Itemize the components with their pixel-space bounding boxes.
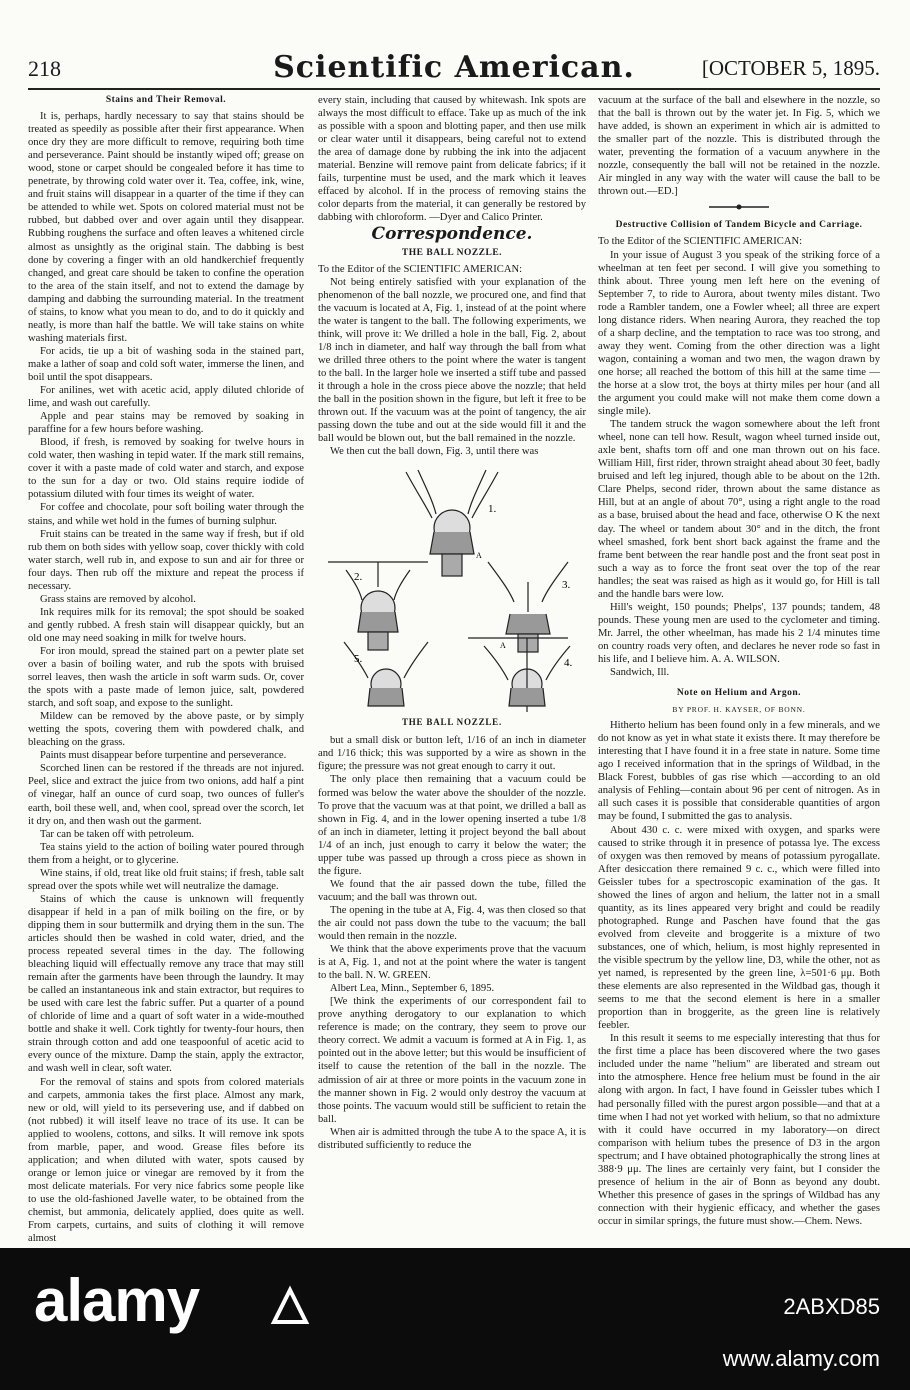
fig-label-3: 3. bbox=[562, 579, 571, 592]
section-title-correspondence: Correspondence. bbox=[371, 224, 533, 245]
column-1 bbox=[28, 94, 304, 1245]
paragraph: Fruit stains can be treated in the same way if fresh, but if old rub them on both sides with yellow soap, cover thickly with cold water starch, well rub in, and expose to sun and air for three or four days. Then rub off the mixture and repeat the process if necessary. bbox=[28, 528, 304, 592]
article-heading-stains: Stains and Their Removal. bbox=[105, 95, 227, 105]
stains-continuation: every stain, including that caused by whitewash. Ink spots are always the most difficult to efface. Take up as much of the ink as possible with a spoon and blotting paper, and then use milk or clear water until it disappears, being careful not to extend the area of damage done by rubbing the ink into the adjacent material. Benzine will remove paint from delicate fabrics; if it fails, turpentine must be used, and the mark which it leaves effaced by alcohol. If in the process of removing stains the color departs from the material, it can generally be restored by dabbing with chloroform. —Dyer and Calico Printer. bbox=[318, 95, 586, 224]
issue-date: [OCTOBER 5, 1895. bbox=[701, 56, 880, 80]
paragraph: Scorched linen can be restored if the threads are not injured. Peel, slice and extract the juice from two onions, add half a pint of vinegar, half an ounce of curd soap, two ounces of fuller's earth, boil these well, and, when cool, spread over the scorch, let it dry on, and then wash out the garment. bbox=[28, 763, 304, 827]
paragraph: but a small disk or button left, 1/16 of an inch in diameter and 1/16 thick; this was supported by a wire as shown in the figure; the pressure was not great enough to carry it out. bbox=[318, 735, 586, 773]
alamy-logo-icon bbox=[270, 1286, 310, 1326]
paragraph: For acids, tie up a bit of washing soda in the stained part, make a lather of soap and cold soft water, immerse the linen, and boil until the spot disappears. bbox=[28, 345, 304, 383]
column-3 bbox=[598, 94, 880, 1227]
watermark-brand: alamy bbox=[34, 1267, 200, 1334]
figure-2-nozzle bbox=[328, 562, 428, 650]
paragraph: Apple and pear stains may be removed by soaking in paraffine for a few hours before washing. bbox=[28, 411, 304, 436]
fig-label-a2: A bbox=[500, 641, 506, 651]
editor-note-continuation: vacuum at the surface of the ball and elsewhere in the nozzle, so that the ball is thrown out by the water jet. In Fig. 5, which we have added, is shown an experiment in which air is admitted to the smaller part of the nozzle. This is distributed through the water, preventing the formation of a vacuum anywhere in the nozzle, consequently the ball will not be retained in the nozzle. Air mingled in any way with the water will cause the ball to be thrown out.—ED.] bbox=[598, 95, 880, 198]
paragraph: Mildew can be removed by the above paste, or by simply wetting the spots, covering them with powdered chalk, and bleaching on the grass. bbox=[28, 711, 304, 749]
fig-label-a1: A bbox=[476, 551, 482, 561]
ball-nozzle-illustration bbox=[318, 462, 586, 714]
helium-article-body bbox=[598, 719, 880, 1228]
paragraph: Paints must disappear before turpentine and perseverance. bbox=[40, 750, 287, 762]
paragraph: The tandem struck the wagon somewhere about the left front wheel, none can tell how. Result, wagon wheel turned inside out, axle bent, shafts torn off and one man thrown out on his face. William Hill, first rider, thrown straight ahead about 30 feet, badly bruised and left leg injured, though able to be about on the 12th. Clare Phelps, second rider, thrown about the same distance as Hill, but at an angle of about 70°, using a right angle to the road as a base, bruised about the head and face, otherwise O K the next day. The wheel or tandem about 30° and in the ditch, the front wheel smashed, fork bent short back against the frame and the frame bent between the rear handle post and the front seat post in such a way as to force the front seat over the top of the rear handles; the seat was raised as high as it would go, for Hill is tall and the handle bars were low. bbox=[598, 419, 880, 600]
paragraph: For the removal of stains and spots from colored materials and carpets, ammonia takes the first place. Almost any mark, new or old, will yield to its persevering use, and if dabbed on (not rubbed) it will itself leave no trace of its use. It can be applied to woolens, cottons, and silks. It will remove ink spots from marble, paper, and wood. Grease files before its application; and when diluted with water, spots caused by orange or lemon juice or vinegar are removed by it from the most delicate materials. For very nice fabrics some people like to use the old-fashioned Javelle water, to be obtained from the chemist, but ammonia, delicately applied, does quite as well. From carpets, curtains, and suits of clothing it will remove almost bbox=[28, 1076, 304, 1245]
ball-nozzle-body-2 bbox=[318, 734, 586, 1152]
salutation: To the Editor of the SCIENTIFIC AMERICAN: bbox=[318, 263, 523, 275]
paragraph: We think that the above experiments prove that the vacuum is at A, Fig. 1, and not at the point where the water is tangent to the ball. N. W. GREEN. bbox=[318, 944, 586, 982]
paragraph: Hill's weight, 150 pounds; Phelps', 137 pounds; tandem, 48 pounds. These young men are used to the cyclometer and timing. Mr. Jarrel, the other wheelman, has made his 2 1/4 minutes time on country roads very often, and declares he never rode so fast in his life, and I believe him. A. A. WILSON. bbox=[598, 601, 880, 665]
paragraph: Stains of which the cause is unknown will frequently disappear if held in a pan of milk boiling on the fire, or by dipping them in sour buttermilk and drying them in the sun. The articles should then be washed in cold water, dried, and the process repeated several times in the day. The following bleaching liquid will effectually remove any trace that may still remain after the garments have been through the laundry. It may be called an instantaneous ink and stain extractor, but requires to be used with care lest the fabric suffer. Put a quarter of a pound of chloride of lime and a quart of soft water in a wide-mouthed bottle and shake it well. Cork tightly for twenty-four hours, then strain through cotton and add one teaspoonful of acetic acid to every ounce of the mixture. Damp the stain, apply the extractor, and wash well in clear, soft water. bbox=[28, 893, 304, 1075]
paragraph: Hitherto helium has been found only in a few minerals, and we do not know as yet in what state it exists there. It may therefore be interesting that I have found it in a free state in nature. Some time ago I received information that in the springs of Wildbad, in the Black Forest, bubbles of gas rise which —according to an old analysis of Fehling—contain about 96 per cent of nitrogen. As in all such cases it is possible that considerable quantities of argon may be found, I submitted the gas to analysis. bbox=[598, 720, 880, 823]
fig-label-2: 2. bbox=[354, 571, 363, 584]
paragraph: For anilines, wet with acetic acid, apply diluted chloride of lime, and wash out carefully. bbox=[28, 385, 304, 410]
paragraph: In this result it seems to me especially interesting that thus for the first time a place has been discovered where the two gases included under the name "helium" are liberated and stream out into the atmosphere. Hence free helium must be found in the air along with argon. In fact, I have found in Geissler tubes which I had personally filled with the purest argon possible—and that at a time when I had not yet worked with helium, so that no admixture with it could have occurred in my laboratory—on direct comparison with helium tubes the presence of D3 in the argon spectrum; and I have obtained photographically the strong lines at 388·9 μμ. The lines are certainly very faint, but I consider the presence of helium in the air of Bonn as beyond any doubt. Whether this presence of gases in the springs of Wildbad has any connection with their hygienic efficacy, and whether the gases occur in similar springs, the future must show.—Chem. News. bbox=[598, 1033, 880, 1227]
article-heading-ball-nozzle: THE BALL NOZZLE. bbox=[401, 247, 503, 258]
paragraph: It is, perhaps, hardly necessary to say that stains should be treated as speedily as possible after their first appearance. When once dry they are more difficult to remove, requiring both time and perseverance. Paint should be instantly wiped off; grease on wood, stone or carpet should be congealed before it has time to penetrate, by throwing cold water over it. Tea, coffee, ink, wine, and fruit stains will disappear in a quarter of the time if they can be attended to while wet. Spots on colored material must not be rubbed, but dabbed over and over again until they disappear. Rubbing roughens the surface and often leaves a whitened circle almost as unsightly as the original stain. The dabbing is best done by covering a finger with an old handkerchief frequently changed, and great care should be taken to confine the operation to the area of the stain itself, and not to extend the damage by damping and dabbing the surrounding material. In the treatment of stains, to know what you mean to do, and to do it quickly and neatly, is more than half the battle. We will take stains on white washing materials first. bbox=[28, 111, 304, 344]
paragraph: [We think the experiments of our correspondent fail to prove anything derogatory to our explanation to which reference is made; on the contrary, they seem to prove our theory correct. We admit a vacuum is formed at A in Fig. 1, as pointed out in the above letter; but this would be insufficient of itself to cause the retention of the ball in the nozzle. The admission of air at three or more points in the vacuum zone in the manner shown in Fig. 2 would only destroy the vacuum at those points. The vacuum would still be sufficient to retain the ball. bbox=[318, 996, 586, 1125]
paragraph: Blood, if fresh, is removed by soaking for twelve hours in cold water, then washing in tepid water. If the mark still remains, cover it with a paste made of cold water and starch, and expose to the sun for a day or two. Old stains require iodide of potassium diluted with four times its weight of water. bbox=[28, 437, 304, 501]
watermark-image-id: 2ABXD85 bbox=[783, 1294, 880, 1319]
article-byline: BY PROF. H. KAYSER, OF BONN. bbox=[672, 705, 806, 715]
masthead: Scientific American. bbox=[273, 50, 635, 85]
ball-nozzle-body-1 bbox=[318, 276, 586, 459]
paragraph: For coffee and chocolate, pour soft boiling water through the stains, and while wet hold in the fumes of burning sulphur. bbox=[28, 502, 304, 527]
paragraph: Sandwich, Ill. bbox=[610, 667, 670, 679]
collision-article-body bbox=[598, 249, 880, 680]
article-separator bbox=[598, 202, 880, 215]
paragraph: About 430 c. c. were mixed with oxygen, and sparks were caused to strike through it in presence of potassa lye. The excess of oxygen was then removed by means of potassium pyrogallate. After desiccation there remained 9 c. c., which were filled into Geissler tubes for a spectroscopic examination of the gas. It showed the lines of argon and helium, the latter not in a small quantity, as its lines appeared very bright and could be readily photographed. Runge and Paschen have found that the gas evolved from cleveite and broggerite is a mixture of two substances, one of which, helium, is most highly represented in the visible spectrum by the yellow line, D3, while the other, not as yet named, is represented by the green line, λ=501·6 μμ. Both these elements are also represented in the Wildbad gas, though it seems to me that the second element is here in a smaller proportion than in broggerite, as the green line is relatively feebler. bbox=[598, 824, 880, 1032]
article-heading-helium: Note on Helium and Argon. bbox=[676, 688, 802, 699]
paragraph: Wine stains, if old, treat like old fruit stains; if fresh, table salt spread over the spots while wet will neutralize the damage. bbox=[28, 867, 304, 892]
paragraph: We found that the air passed down the tube, filled the vacuum; and the ball was thrown out. bbox=[318, 878, 586, 903]
stains-article-body bbox=[28, 110, 304, 1245]
figure-caption: THE BALL NOZZLE. bbox=[401, 717, 503, 728]
paragraph: The opening in the tube at A, Fig. 4, was then closed so that the air could not pass down the tube to the vacuum; the ball would then remain in the nozzle. bbox=[318, 904, 586, 943]
paragraph: The only place then remaining that a vacuum could be formed was below the water above the shoulder of the nozzle. To prove that the vacuum was at that point, we drilled a ball as shown in Fig. 4, and in the lower opening inserted a tube 1/8 of an inch in diameter, letting it project beyond the ball about 1/4 of an inch, just enough to carry it below the water; the upper tube was passed up through a cross piece as shown in the figure. bbox=[318, 774, 586, 877]
fig-label-4: 4. bbox=[564, 657, 573, 670]
paragraph: We then cut the ball down, Fig. 3, until there was bbox=[330, 446, 539, 458]
figure-5-nozzle bbox=[344, 642, 428, 706]
fig-label-1: 1. bbox=[488, 503, 497, 516]
ball-nozzle-figure bbox=[318, 462, 586, 714]
paragraph: When air is admitted through the tube A to the space A, it is distributed sufficiently to reduce the bbox=[318, 1126, 586, 1151]
collision-salutation: To the Editor of the SCIENTIFIC AMERICAN: bbox=[598, 236, 803, 248]
fig-label-5: 5. bbox=[354, 653, 363, 666]
figure-1-nozzle bbox=[406, 470, 498, 576]
paragraph: For iron mould, spread the stained part on a pewter plate set over a basin of boiling water, and rub the spots with bruised sorrel leaves, then wash the article in soft warm suds. Or, cover the spots with a paste made of lemon juice, salt, powdered starch, and soft soap, and expose to the sunlight. bbox=[28, 645, 304, 710]
article-heading-collision: Destructive Collision of Tandem Bicycle and Carriage. bbox=[615, 220, 863, 231]
separator-ornament-icon bbox=[709, 203, 769, 211]
paragraph: Grass stains are removed by alcohol. bbox=[40, 593, 196, 605]
watermark-url: www.alamy.com bbox=[722, 1346, 880, 1371]
paragraph: Tar can be taken off with petroleum. bbox=[40, 828, 195, 840]
paragraph: Not being entirely satisfied with your explanation of the phenomenon of the ball nozzle, we procured one, and find that the vacuum is located at A, Fig. 1, instead of at the point where the water is tangent to the ball. The following experiments, we think, will prove it: We drilled a hole in the ball, Fig. 2, about 1/8 inch in diameter, and half way through the ball from what we drilled three others to the point where the water is tangent to the ball. In the larger hole we inserted a stiff tube and passed it through a hole in the cross piece above the nozzle; that held the ball in the position shown in the figure, but left it free to be thrown out. If the vacuum was at the point of tangency, the air passing down the tube and out at the side would fill it and the ball would be blown out, but the ball remained in the nozzle. bbox=[318, 276, 586, 445]
header-rule bbox=[28, 88, 880, 90]
page-header bbox=[28, 52, 880, 88]
page-number: 218 bbox=[28, 56, 61, 81]
paragraph: Ink requires milk for its removal; the spot should be soaked and gently rubbed. A fresh stain will disappear quickly, but an old one may need soaking in milk for twelve hours. bbox=[28, 606, 304, 644]
column-2 bbox=[318, 94, 586, 1224]
paragraph: Albert Lea, Minn., September 6, 1895. bbox=[330, 983, 495, 995]
paragraph: In your issue of August 3 you speak of the striking force of a wheelman at ten feet per second. I will give you something to think about. Three young men left here on the evening of September 7, to ride to Aurora, about twenty miles distant. Two rode a Rambler tandem, one a Fowler wheel; all three are expert long distance riders. When nearing Aurora, they reached the top of a sharp decline, and the temptation to race was too strong, and away they went. Coming from the other direction was a light wagon, containing a woman and two men, the wagon drawn by one horse; all reached the bottom of this hill at the same time —the horse at a slow trot, the boys at thirty miles per hour (and all the argument you could make will not make them come down a single mile). bbox=[598, 249, 880, 418]
paragraph: Tea stains yield to the action of boiling water poured through them from a height, or to glycerine. bbox=[28, 841, 304, 866]
